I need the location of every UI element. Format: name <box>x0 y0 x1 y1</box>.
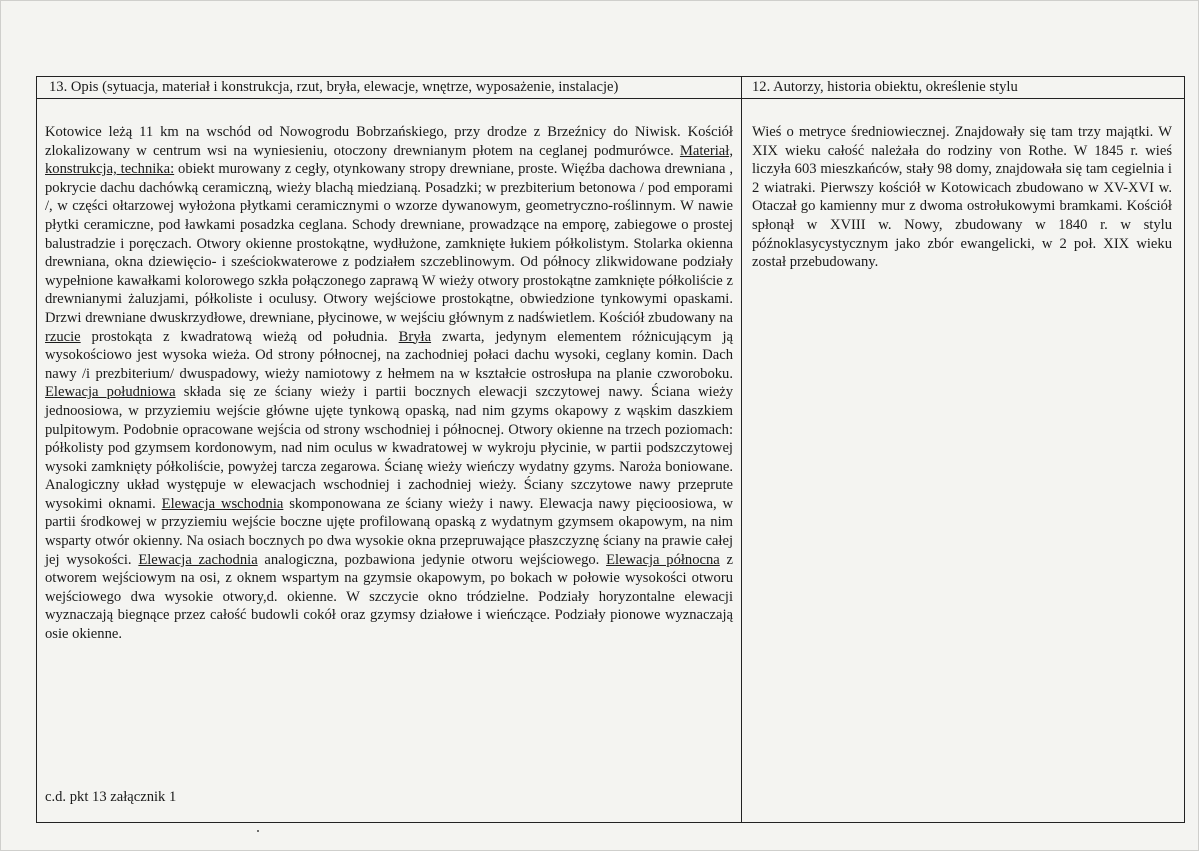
underlined-heading: Elewacja północna <box>606 551 720 568</box>
underlined-heading: Bryła <box>398 328 432 345</box>
record-card-table <box>36 76 1185 823</box>
underlined-heading: Elewacja południowa <box>45 384 176 401</box>
text-segment: z otworem wejściowym na osi, z oknem wspartym na gzymsie okapowym, po bokach w połowie wysokości otworu wejściowego dwa wysokie otwory,d. okienne. W szczycie okno tródzielne. Podziały horyzontalne elewacji wyznaczają biegnące przez całość budowli cokół oraz gzymsy działowe i wieńczące. Podziały pionowe wyznaczają osie okienne. <box>45 551 733 643</box>
text-segment: składa się ze ściany wieży i partii bocznych elewacji szczytowej nawy. Ściana wieży jednoosiowa, w przyziemiu wejście główne ujęte tynkową opaską, nad nim gzyms okapowy z wąskim daszkiem pulpitowym. Podobnie opracowane wejścia od strony wschodniej i północnej. Otwory okienne na trzech poziomach: półkolisty pod gzymsem kordonowym, nad nim oculus w kwadratowej w wykroju płycinie, w partii podszczytowej wysoki zamknięty półkoliście, powyżej tarcza zegarowa. Ścianę wieży wieńczy wydatny gzyms. Naroża boniowane. Analogiczny układ występuje w elewacjach wschodniej i zachodniej wieży. Ściany szczytowe nawy przeprute wysokimi oknami. <box>45 384 733 512</box>
text-segment: Kotowice leżą 11 km na wschód od Nowogrodu Bobrzańskiego, przy drodze z Brzeźnicy do Niwisk. Kościół zlokalizowany w centrum wsi na wyniesieniu, otoczony drewnianym płotem na ceglanej podmurówce. <box>45 124 733 159</box>
scan-speck <box>257 830 259 832</box>
underlined-heading: Materiał, konstrukcja, technika: <box>45 142 733 178</box>
underlined-heading: Elewacja wschodnia <box>161 495 284 512</box>
section-13-header: 13. Opis (sytuacja, materiał i konstrukcja, rzut, bryła, elewacje, wnętrze, wyposażenie, instalacje) <box>37 77 741 99</box>
underlined-heading: rzucie <box>45 328 81 345</box>
underlined-heading: Elewacja zachodnia <box>138 551 258 568</box>
text-segment: prostokąta z kwadratową wieżą od południa. <box>80 328 399 345</box>
history-text: Wieś o metryce średniowiecznej. Znajdowały się tam trzy majątki. W XIX wieku całość należała do rodziny von Rothe. W 1845 r. wieś liczyła 603 mieszkańców, stały 98 domy, znajdowała się tam cegielnia i 2 wiatraki. Pierwszy kościół w Kotowicach zbudowano w XV-XVI w. Otaczał go kamienny mur z dwoma ostrołukowymi bramkami. Kościół spłonął w XVIII w. Nowy, zbudowany w 1840 r. w stylu późnoklasycystycznym jako zbór ewangelicki, w 2 poł. XIX wieku został przebudowany. <box>752 124 1172 271</box>
description-column <box>37 77 742 822</box>
text-segment: skomponowana ze ściany wieży i nawy. Elewacja nawy pięcioosiowa, w partii środkowej w przyziemiu wejście boczne ujęte profilowaną opaską z wydatnym gzymsem okapowym, na nim wsparty otwór okienny. Na osiach bocznych po dwa wysokie okna przepruwające płaszczyznę ściany na prawie całej jej wysokości. <box>45 495 733 568</box>
section-12-header: 12. Autorzy, historia obiektu, określenie stylu <box>742 77 1184 99</box>
description-text <box>45 123 733 644</box>
text-segment: obiekt murowany z cegły, otynkowany stropy drewniane, proste. Więźba dachowa drewniana , pokrycie dachu dachówką ceramiczną, wieży blachą miedzianą. Posadzki; w prezbiterium betonowa / pod emporami /, w części ołtarzowej wyłożona płytkami ceramicznymi o wzorze dywanowym, geometryczno-roślinnym. W nawie płytki ceramiczne, pod ławkami posadzka ceglana. Schody drewniane, prowadzące na emporę, zabiegowe o prostej balustradzie i poręczach. Otwory okienne prostokątne, wydłużone, zamknięte łukiem półkolistym. Stolarka okienna drewniana, okna dziewięcio- i sześciokwaterowe z podziałem szczeblinowym. Od północy zlikwidowane podziały wypełnione kawałkami kolorowego szkła połączonego zaprawą W wieży otwory prostokątne zamknięte półkoliście z drewnianymi żaluzjami, półkoliste i oculusy. Otwory wejściowe prostokątne, obwiedzione tynkowymi opaskami. Drzwi drewniane dwuskrzydłowe, drewniane, płycinowe, w wejściu głównym z nadświetlem. Kościół zbudowany na <box>45 161 733 326</box>
history-column <box>742 77 1184 822</box>
continuation-reference: c.d. pkt 13 załącznik 1 <box>45 789 177 805</box>
text-segment: zwarta, jedynym elementem różnicującym ją wysokościowo jest wysoka wieża. Od strony północnej, na zachodniej połaci dachu wysoki, ceglany komin. Dach nawy /i prezbiterium/ dwuspadowy, wieży namiotowy z hełmem na w kształcie ostrosłupa na planie czworoboku. <box>45 328 733 382</box>
text-segment: analogiczna, pozbawiona jedynie otworu wejściowego. <box>257 551 607 568</box>
